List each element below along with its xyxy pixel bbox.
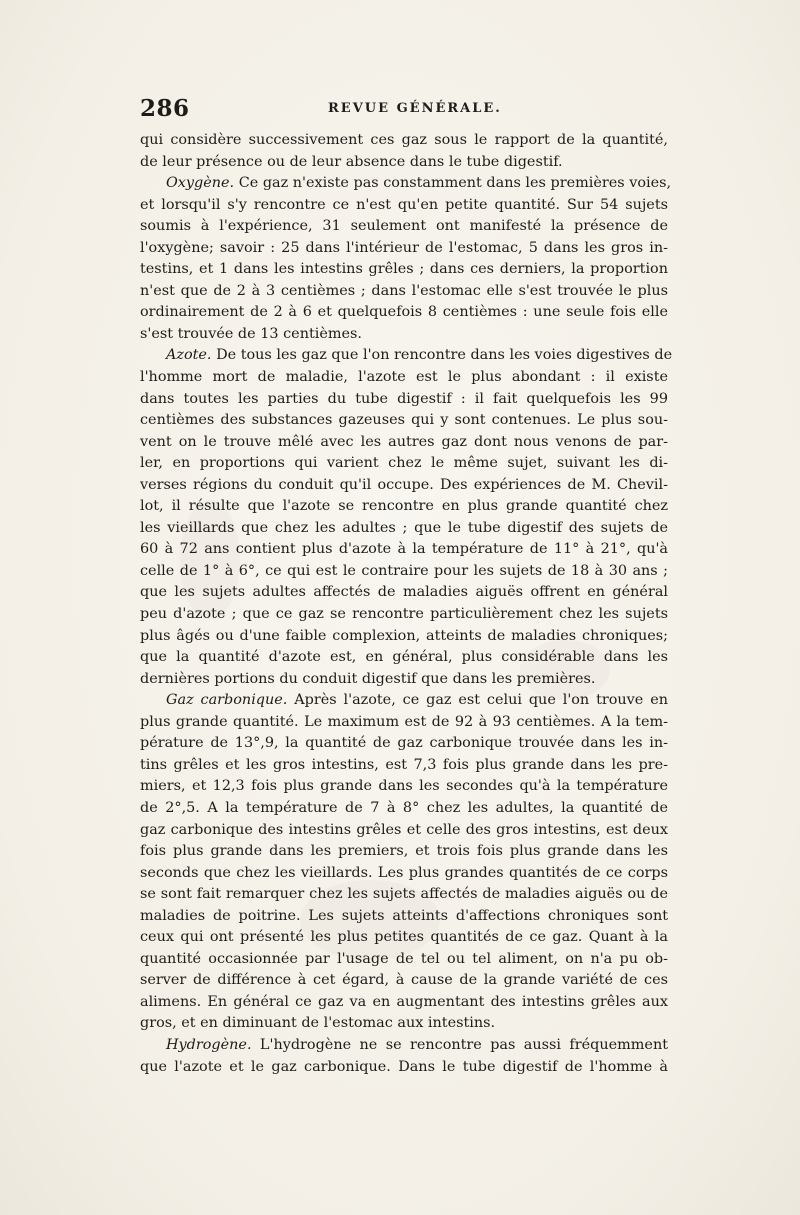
paragraph-oxygene [140, 173, 672, 345]
text-line: seconds que chez les vieillards. Les plus grandes quantités de ce corps [140, 864, 668, 881]
text-line: Après l'azote, ce gaz est celui que l'on trouve en [287, 692, 668, 709]
text-line: Ce gaz n'existe pas constamment dans les premières voies, [234, 175, 672, 192]
text-line: n'est que de 2 à 3 centièmes ; dans l'estomac elle s'est trouvée le plus [140, 282, 668, 299]
running-title: REVUE GÉNÉRALE. [328, 101, 502, 116]
text-line: qui considère successivement ces gaz sous le rapport de la quantité, [140, 132, 668, 148]
text-line: de 2°,5. A la température de 7 à 8° chez les adultes, la quantité de [140, 799, 668, 816]
text-line: quantité occasionnée par l'usage de tel ou tel aliment, on n'a pu ob- [140, 950, 668, 967]
text-line: se sont fait remarquer chez les sujets affectés de maladies aiguës ou de [140, 886, 668, 903]
text-line: lot, il résulte que l'azote se rencontre en plus grande quantité chez [140, 498, 668, 515]
text-line: ler, en proportions qui varient chez le même sujet, suivant les di- [140, 455, 668, 472]
section-term: Hydrogène. [166, 1036, 252, 1053]
text-line: De tous les gaz que l'on rencontre dans les voies digestives de [211, 347, 673, 364]
text-line: pérature de 13°,9, la quantité de gaz carbonique trouvée dans les in- [140, 735, 668, 752]
text-line: plus grande quantité. Le maximum est de 92 à 93 centièmes. A la tem- [140, 713, 668, 730]
text-line: s'est trouvée de 13 centièmes. [140, 325, 362, 342]
text-line: gros, et en diminuant de l'estomac aux intestins. [140, 1015, 496, 1032]
text-line: dernières portions du conduit digestif que dans les premières. [140, 670, 596, 687]
text-line: dans toutes les parties du tube digestif : il fait quelquefois les 99 [140, 390, 668, 407]
text-line: miers, et 12,3 fois plus grande dans les secondes qu'à la température [140, 778, 668, 795]
text-line-first [140, 1035, 668, 1057]
text-line: L'hydrogène ne se rencontre pas aussi fréquemment [251, 1036, 668, 1053]
text-line: que la quantité d'azote est, en général, plus considérable dans les [140, 649, 668, 666]
text-line: fois plus grande dans les premiers, et trois fois plus grande dans les [140, 843, 668, 860]
text-line-first [140, 345, 673, 367]
paragraph-gaz-carbonique [140, 690, 668, 1035]
body-text [140, 130, 673, 1078]
text-line: et lorsqu'il s'y rencontre ce n'est qu'en petite quantité. Sur 54 sujets [140, 196, 668, 213]
paragraph-hydrogene [140, 1035, 668, 1078]
text-line: tins grêles et les gros intestins, est 7,3 fois plus grande dans les pre- [140, 756, 668, 773]
running-head [140, 95, 665, 125]
text-line: l'oxygène; savoir : 25 dans l'intérieur de l'estomac, 5 dans les gros in- [140, 239, 668, 256]
text-line: celle de 1° à 6°, ce qui est le contraire pour les sujets de 18 à 30 ans ; [140, 562, 668, 579]
text-line: plus âgés ou d'une faible complexion, atteints de maladies chroniques; [140, 627, 668, 644]
text-line: alimens. En général ce gaz va en augmentant des intestins grêles aux [140, 993, 668, 1010]
section-term: Azote. [166, 347, 212, 364]
text-line: maladies de poitrine. Les sujets atteints d'affections chroniques sont [140, 907, 668, 924]
text-line: 60 à 72 ans contient plus d'azote à la température de 11° à 21°, qu'à [140, 541, 668, 558]
paragraph-intro [140, 130, 668, 173]
text-line: vent on le trouve mêlé avec les autres gaz dont nous venons de par- [140, 433, 668, 450]
text-line: de leur présence ou de leur absence dans le tube digestif. [140, 153, 563, 170]
text-line: server de différence à cet égard, à cause de la grande variété de ces [140, 972, 668, 989]
text-line: verses régions du conduit qu'il occupe. Des expériences de M. Chevil- [140, 476, 668, 493]
text-line: ceux qui ont présenté les plus petites quantités de ce gaz. Quant à la [140, 929, 668, 946]
text-line: gaz carbonique des intestins grêles et celle des gros intestins, est deux [140, 821, 668, 838]
text-line: testins, et 1 dans les intestins grêles ; dans ces derniers, la proportion [140, 261, 668, 278]
text-line: ordinairement de 2 à 6 et quelquefois 8 centièmes : une seule fois elle [140, 304, 668, 321]
text-line: que les sujets adultes affectés de maladies aiguës offrent en général [140, 584, 668, 601]
section-term: Oxygène. [166, 175, 235, 192]
section-term: Gaz carbonique. [166, 692, 288, 709]
text-line: peu d'azote ; que ce gaz se rencontre particulièrement chez les sujets [140, 606, 668, 623]
text-line: que l'azote et le gaz carbonique. Dans le tube digestif de l'homme à [140, 1058, 668, 1075]
page-number: 286 [140, 95, 190, 122]
text-line: les vieillards que chez les adultes ; que le tube digestif des sujets de [140, 519, 668, 536]
text-line: l'homme mort de maladie, l'azote est le plus abondant : il existe [140, 369, 668, 386]
text-line: centièmes des substances gazeuses qui y sont contenues. Le plus sou- [140, 412, 668, 429]
text-line-first [140, 173, 672, 195]
text-line: soumis à l'expérience, 31 seulement ont manifesté la présence de [140, 218, 668, 235]
text-line-first [140, 690, 668, 712]
paragraph-azote [140, 345, 673, 690]
